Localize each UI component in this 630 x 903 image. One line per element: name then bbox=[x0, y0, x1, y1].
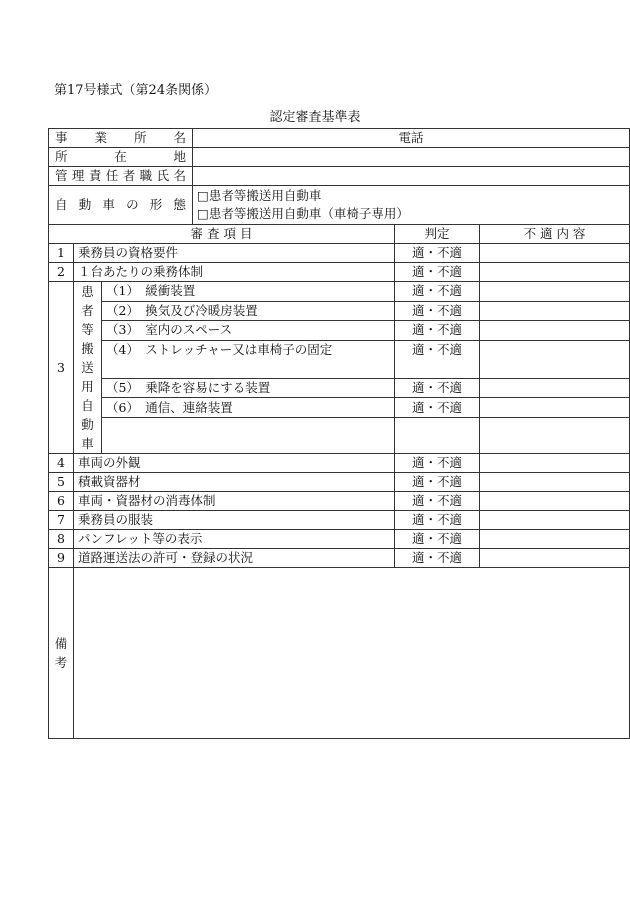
item-number: 3 bbox=[49, 282, 74, 454]
vehicle-type-row bbox=[49, 186, 630, 225]
judgment-choice[interactable]: 適・不適 bbox=[395, 530, 480, 549]
manager-row bbox=[49, 167, 630, 186]
table-row bbox=[49, 321, 630, 341]
page-title: 認定審査基準表 bbox=[269, 110, 361, 125]
judgment-choice[interactable]: 適・不適 bbox=[395, 492, 480, 511]
form-number: 第17号様式（第24条関係） bbox=[54, 83, 218, 98]
header-row bbox=[49, 225, 630, 244]
table-row bbox=[49, 454, 630, 473]
reason-field[interactable] bbox=[480, 321, 630, 341]
vertical-char: 者 bbox=[81, 303, 94, 318]
manager-label: 管理責任者職氏名 bbox=[49, 167, 193, 186]
table-row bbox=[49, 263, 630, 282]
table-row bbox=[49, 378, 630, 398]
table-row bbox=[49, 398, 630, 418]
remarks-label bbox=[49, 568, 74, 739]
reason-field[interactable] bbox=[480, 244, 630, 263]
subitem-blank[interactable] bbox=[102, 417, 395, 453]
item-number: 8 bbox=[49, 530, 74, 549]
table-row bbox=[49, 473, 630, 492]
item-number: 5 bbox=[49, 473, 74, 492]
judgment-choice[interactable]: 適・不適 bbox=[395, 321, 480, 341]
item-label: パンフレット等の表示 bbox=[74, 530, 395, 549]
subitem-label: （6） 通信、連絡装置 bbox=[102, 398, 395, 418]
vertical-char: 等 bbox=[81, 322, 94, 337]
item-number: 2 bbox=[49, 263, 74, 282]
item-label: １台あたりの乗務体制 bbox=[74, 263, 395, 282]
subitem-label: （3） 室内のスペース bbox=[102, 321, 395, 341]
location-label: 所在地 bbox=[49, 148, 193, 167]
reason-field[interactable] bbox=[480, 398, 630, 418]
table-row bbox=[49, 244, 630, 263]
vertical-char: 患 bbox=[81, 284, 94, 299]
item-number: 7 bbox=[49, 511, 74, 530]
vertical-char: 自 bbox=[81, 398, 94, 413]
vehicle-type-options bbox=[193, 186, 630, 225]
vertical-char: 備 bbox=[54, 636, 68, 651]
item-label: 車両の外観 bbox=[74, 454, 395, 473]
header-judgment: 判定 bbox=[395, 225, 480, 244]
table-row bbox=[49, 530, 630, 549]
reason-field[interactable] bbox=[480, 378, 630, 398]
table-row bbox=[49, 282, 630, 302]
judgment-choice[interactable]: 適・不適 bbox=[395, 511, 480, 530]
item-label: 車両・資器材の消毒体制 bbox=[74, 492, 395, 511]
remarks-row bbox=[49, 568, 630, 739]
reason-field[interactable] bbox=[480, 492, 630, 511]
group-vertical-label bbox=[74, 282, 102, 454]
vertical-char: 動 bbox=[81, 417, 94, 432]
item-number: 4 bbox=[49, 454, 74, 473]
judgment-choice[interactable]: 適・不適 bbox=[395, 301, 480, 321]
item-number: 9 bbox=[49, 549, 74, 568]
judgment-blank[interactable] bbox=[395, 417, 480, 453]
phone-label: 電話 bbox=[193, 129, 630, 148]
business-name-row bbox=[49, 129, 630, 148]
vertical-char: 考 bbox=[54, 655, 68, 670]
table-row bbox=[49, 511, 630, 530]
judgment-choice[interactable]: 適・不適 bbox=[395, 244, 480, 263]
table-row bbox=[49, 301, 630, 321]
subitem-label: （5） 乗降を容易にする装置 bbox=[102, 378, 395, 398]
item-label: 乗務員の資格要件 bbox=[74, 244, 395, 263]
table-row-blank bbox=[49, 417, 630, 453]
item-number: 6 bbox=[49, 492, 74, 511]
reason-field[interactable] bbox=[480, 530, 630, 549]
judgment-choice[interactable]: 適・不適 bbox=[395, 263, 480, 282]
header-reason: 不 適 内 容 bbox=[480, 225, 630, 244]
judgment-choice[interactable]: 適・不適 bbox=[395, 378, 480, 398]
subitem-label: （1） 緩衝装置 bbox=[102, 282, 395, 302]
judgment-choice[interactable]: 適・不適 bbox=[395, 549, 480, 568]
judgment-choice[interactable]: 適・不適 bbox=[395, 282, 480, 302]
remarks-field[interactable] bbox=[74, 568, 630, 739]
vertical-char: 搬 bbox=[81, 341, 94, 356]
item-label: 積載資器材 bbox=[74, 473, 395, 492]
judgment-choice[interactable]: 適・不適 bbox=[395, 340, 480, 378]
reason-field[interactable] bbox=[480, 340, 630, 378]
judgment-choice[interactable]: 適・不適 bbox=[395, 473, 480, 492]
item-label: 道路運送法の許可・登録の状況 bbox=[74, 549, 395, 568]
vehicle-type-label: 自動車の形態 bbox=[49, 186, 193, 225]
vertical-char: 用 bbox=[81, 379, 94, 394]
reason-field[interactable] bbox=[480, 511, 630, 530]
review-table bbox=[48, 128, 630, 739]
business-name-label: 事業所名 bbox=[49, 129, 193, 148]
reason-field[interactable] bbox=[480, 454, 630, 473]
location-row bbox=[49, 148, 630, 167]
reason-field[interactable] bbox=[480, 301, 630, 321]
table-row bbox=[49, 549, 630, 568]
vehicle-option-checkbox[interactable]: □患者等搬送用自動車（車椅子専用） bbox=[197, 206, 409, 221]
judgment-choice[interactable]: 適・不適 bbox=[395, 398, 480, 418]
table-row bbox=[49, 492, 630, 511]
vertical-char: 車 bbox=[81, 436, 94, 451]
reason-field[interactable] bbox=[480, 417, 630, 453]
reason-field[interactable] bbox=[480, 473, 630, 492]
reason-field[interactable] bbox=[480, 549, 630, 568]
item-label: 乗務員の服装 bbox=[74, 511, 395, 530]
location-field[interactable] bbox=[193, 148, 630, 167]
manager-field[interactable] bbox=[193, 167, 630, 186]
item-number: 1 bbox=[49, 244, 74, 263]
reason-field[interactable] bbox=[480, 263, 630, 282]
judgment-choice[interactable]: 適・不適 bbox=[395, 454, 480, 473]
vehicle-option-checkbox[interactable]: □患者等搬送用自動車 bbox=[197, 188, 322, 203]
reason-field[interactable] bbox=[480, 282, 630, 302]
subitem-label: （2） 換気及び冷暖房装置 bbox=[102, 301, 395, 321]
subitem-label: （4） ストレッチャー又は車椅子の固定 bbox=[102, 340, 395, 378]
vertical-char: 送 bbox=[81, 360, 94, 375]
header-item: 審 査 項 目 bbox=[49, 225, 395, 244]
table-row bbox=[49, 340, 630, 378]
